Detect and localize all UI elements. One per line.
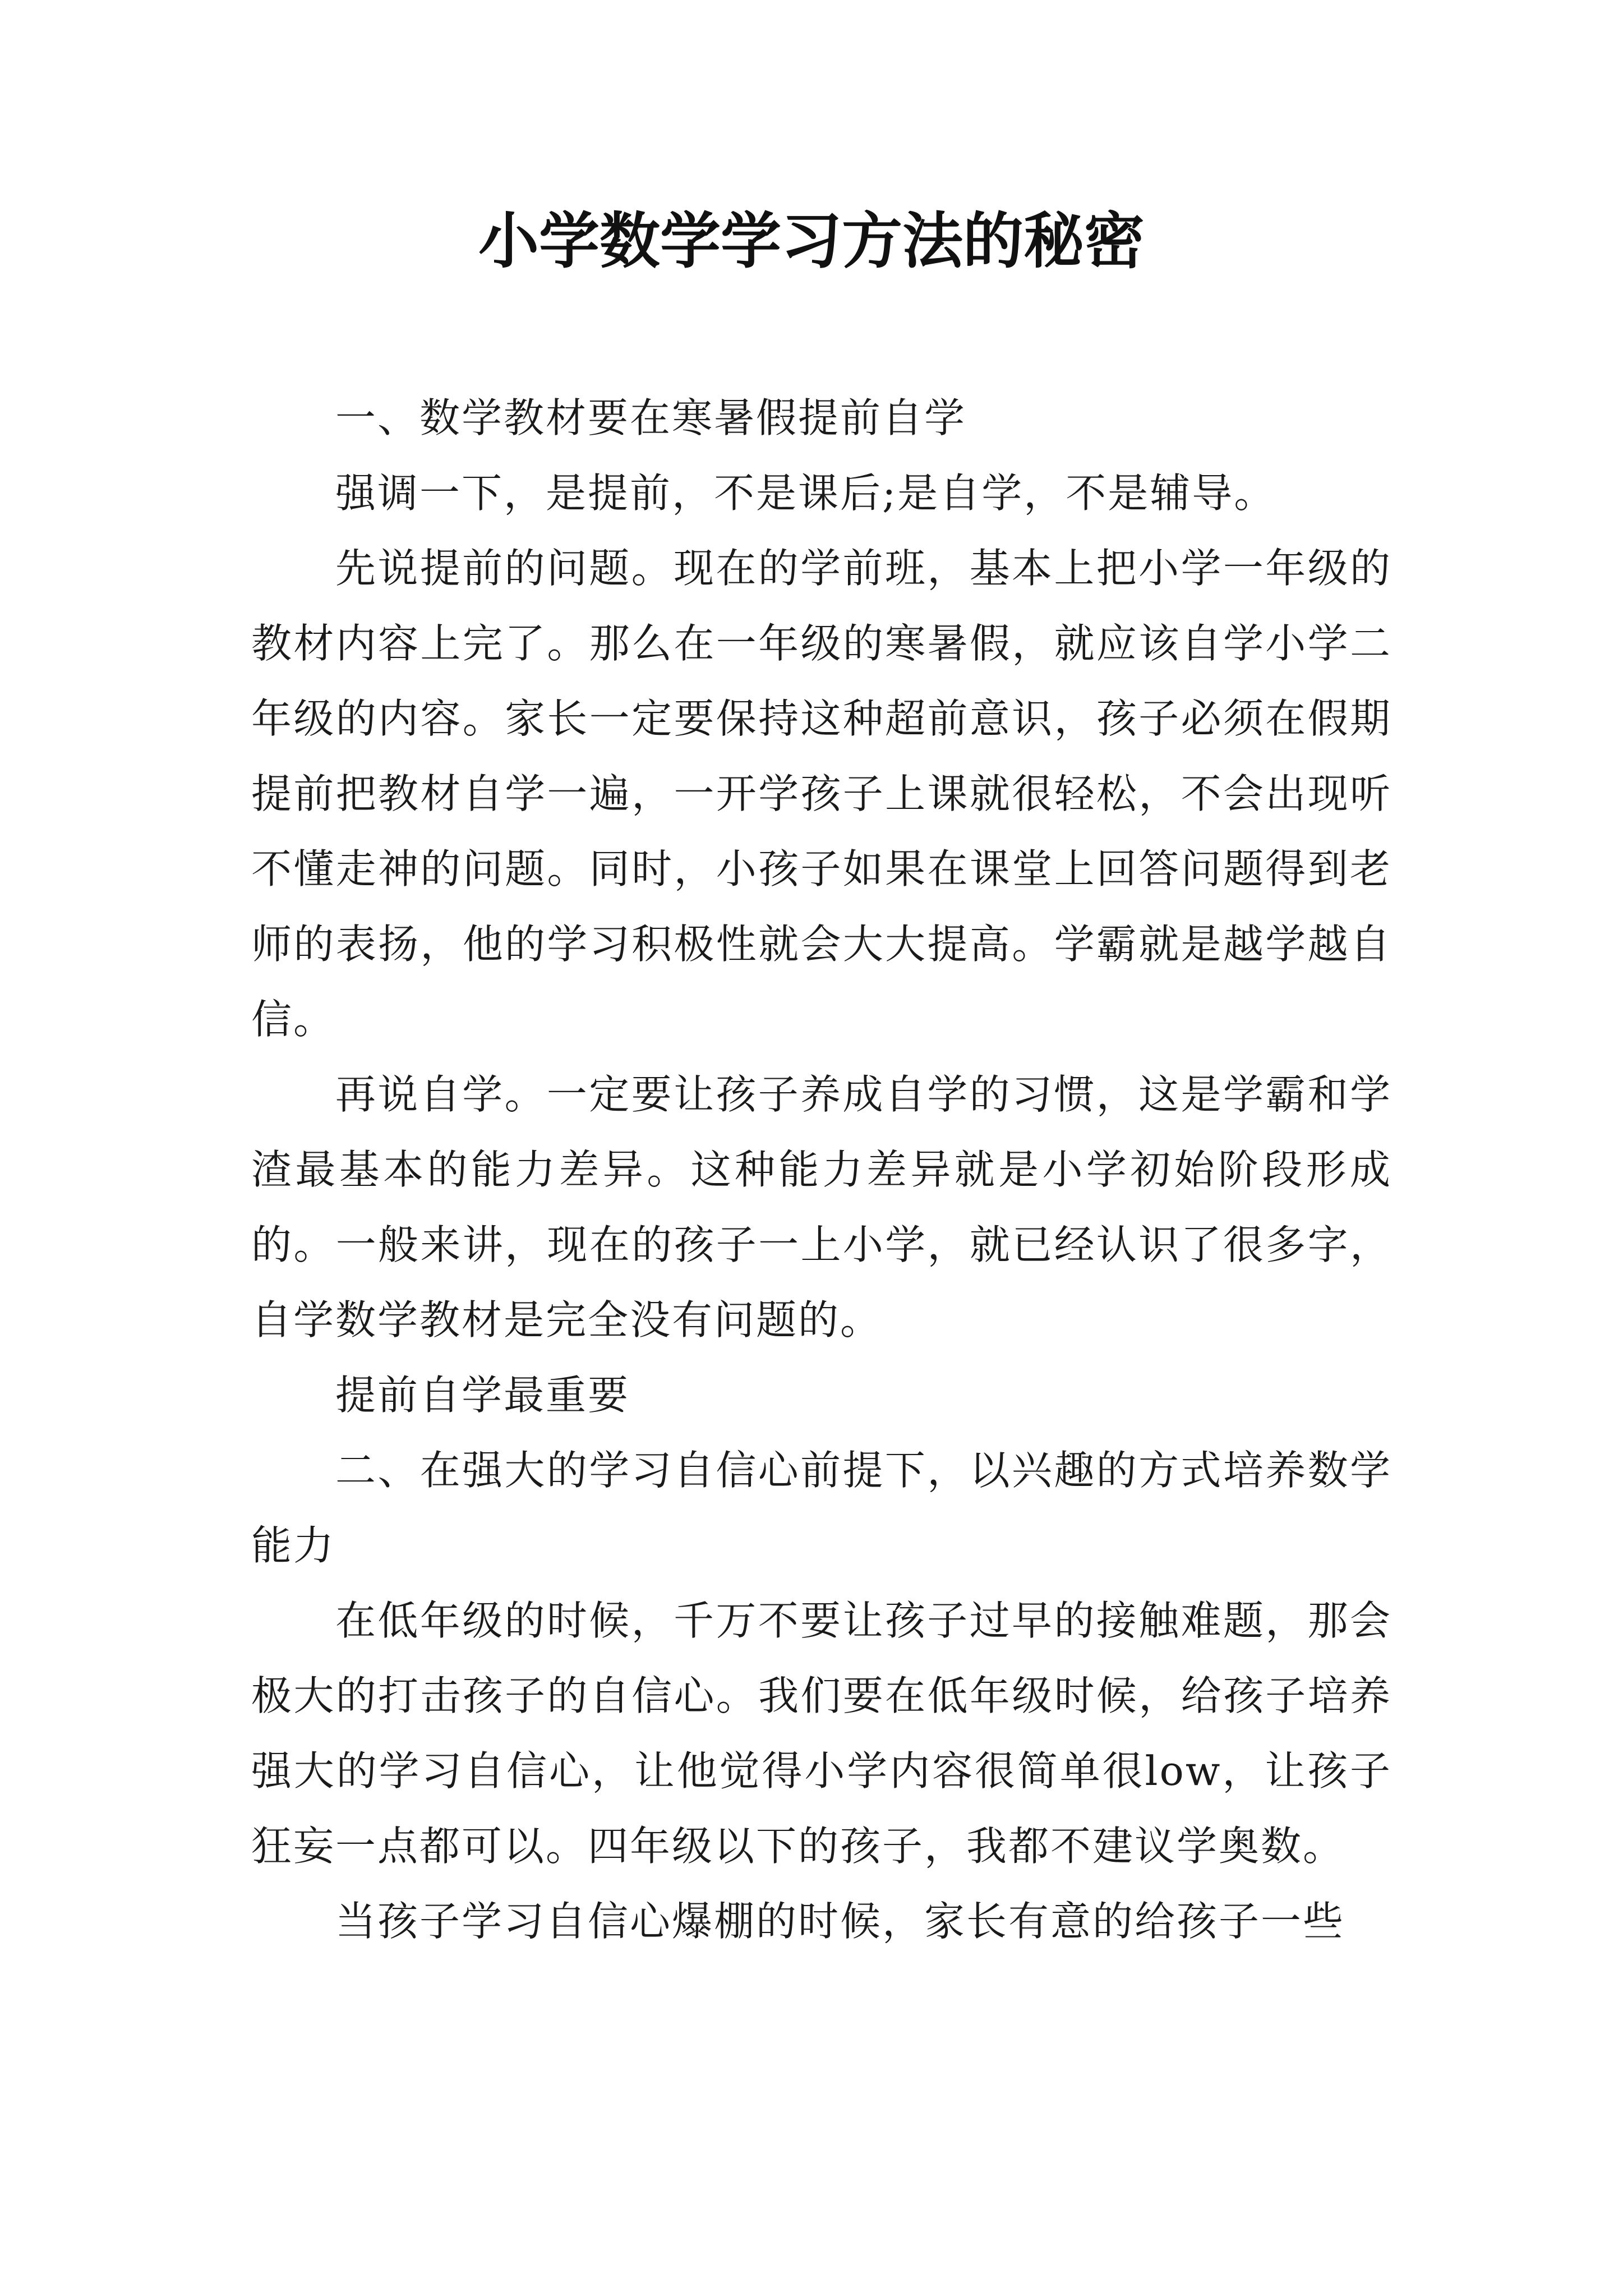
document-body — [251, 380, 1392, 1959]
paragraph: 强调一下，是提前，不是课后;是自学，不是辅导。 — [335, 470, 1276, 517]
paragraph: 当孩子学习自信心爆棚的时候，家长有意的给孩子一些 — [335, 1898, 1345, 1945]
paragraph: 一、数学教材要在寒暑假提前自学 — [335, 394, 967, 441]
paragraph: 先说提前的问题。现在的学前班，基本上把小学一年级的教材内容上完了。那么在一年级的寒暑假，就应该自学小学二年级的内容。家长一定要保持这种超前意识，孩子必须在假期提前把教材自学一遍，一开学孩子上课就很轻松，不会出现听不懂走神的问题。同时，小孩子如果在课堂上回答问题得到老师的表扬，他的学习积极性就会大大提高。学霸就是越学越自信。 — [251, 545, 1392, 1043]
paragraph: 二、在强大的学习自信心前提下，以兴趣的方式培养数学能力 — [251, 1447, 1392, 1569]
paragraph: 在低年级的时候，千万不要让孩子过早的接触难题，那会极大的打击孩子的自信心。我们要在低年级时候，给孩子培养强大的学习自信心，让他觉得小学内容很简单很low，让孩子狂妄一点都可以。四年级以下的孩子，我都不建议学奥数。 — [251, 1597, 1392, 1870]
paragraph: 再说自学。一定要让孩子养成自学的习惯，这是学霸和学渣最基本的能力差异。这种能力差异就是小学初始阶段形成的。一般来讲，现在的孩子一上小学，就已经认识了很多字，自学数学教材是完全没有问题的。 — [251, 1071, 1392, 1343]
paragraph: 提前自学最重要 — [335, 1372, 630, 1419]
document-title: 小学数学学习方法的秘密 — [478, 206, 1145, 277]
